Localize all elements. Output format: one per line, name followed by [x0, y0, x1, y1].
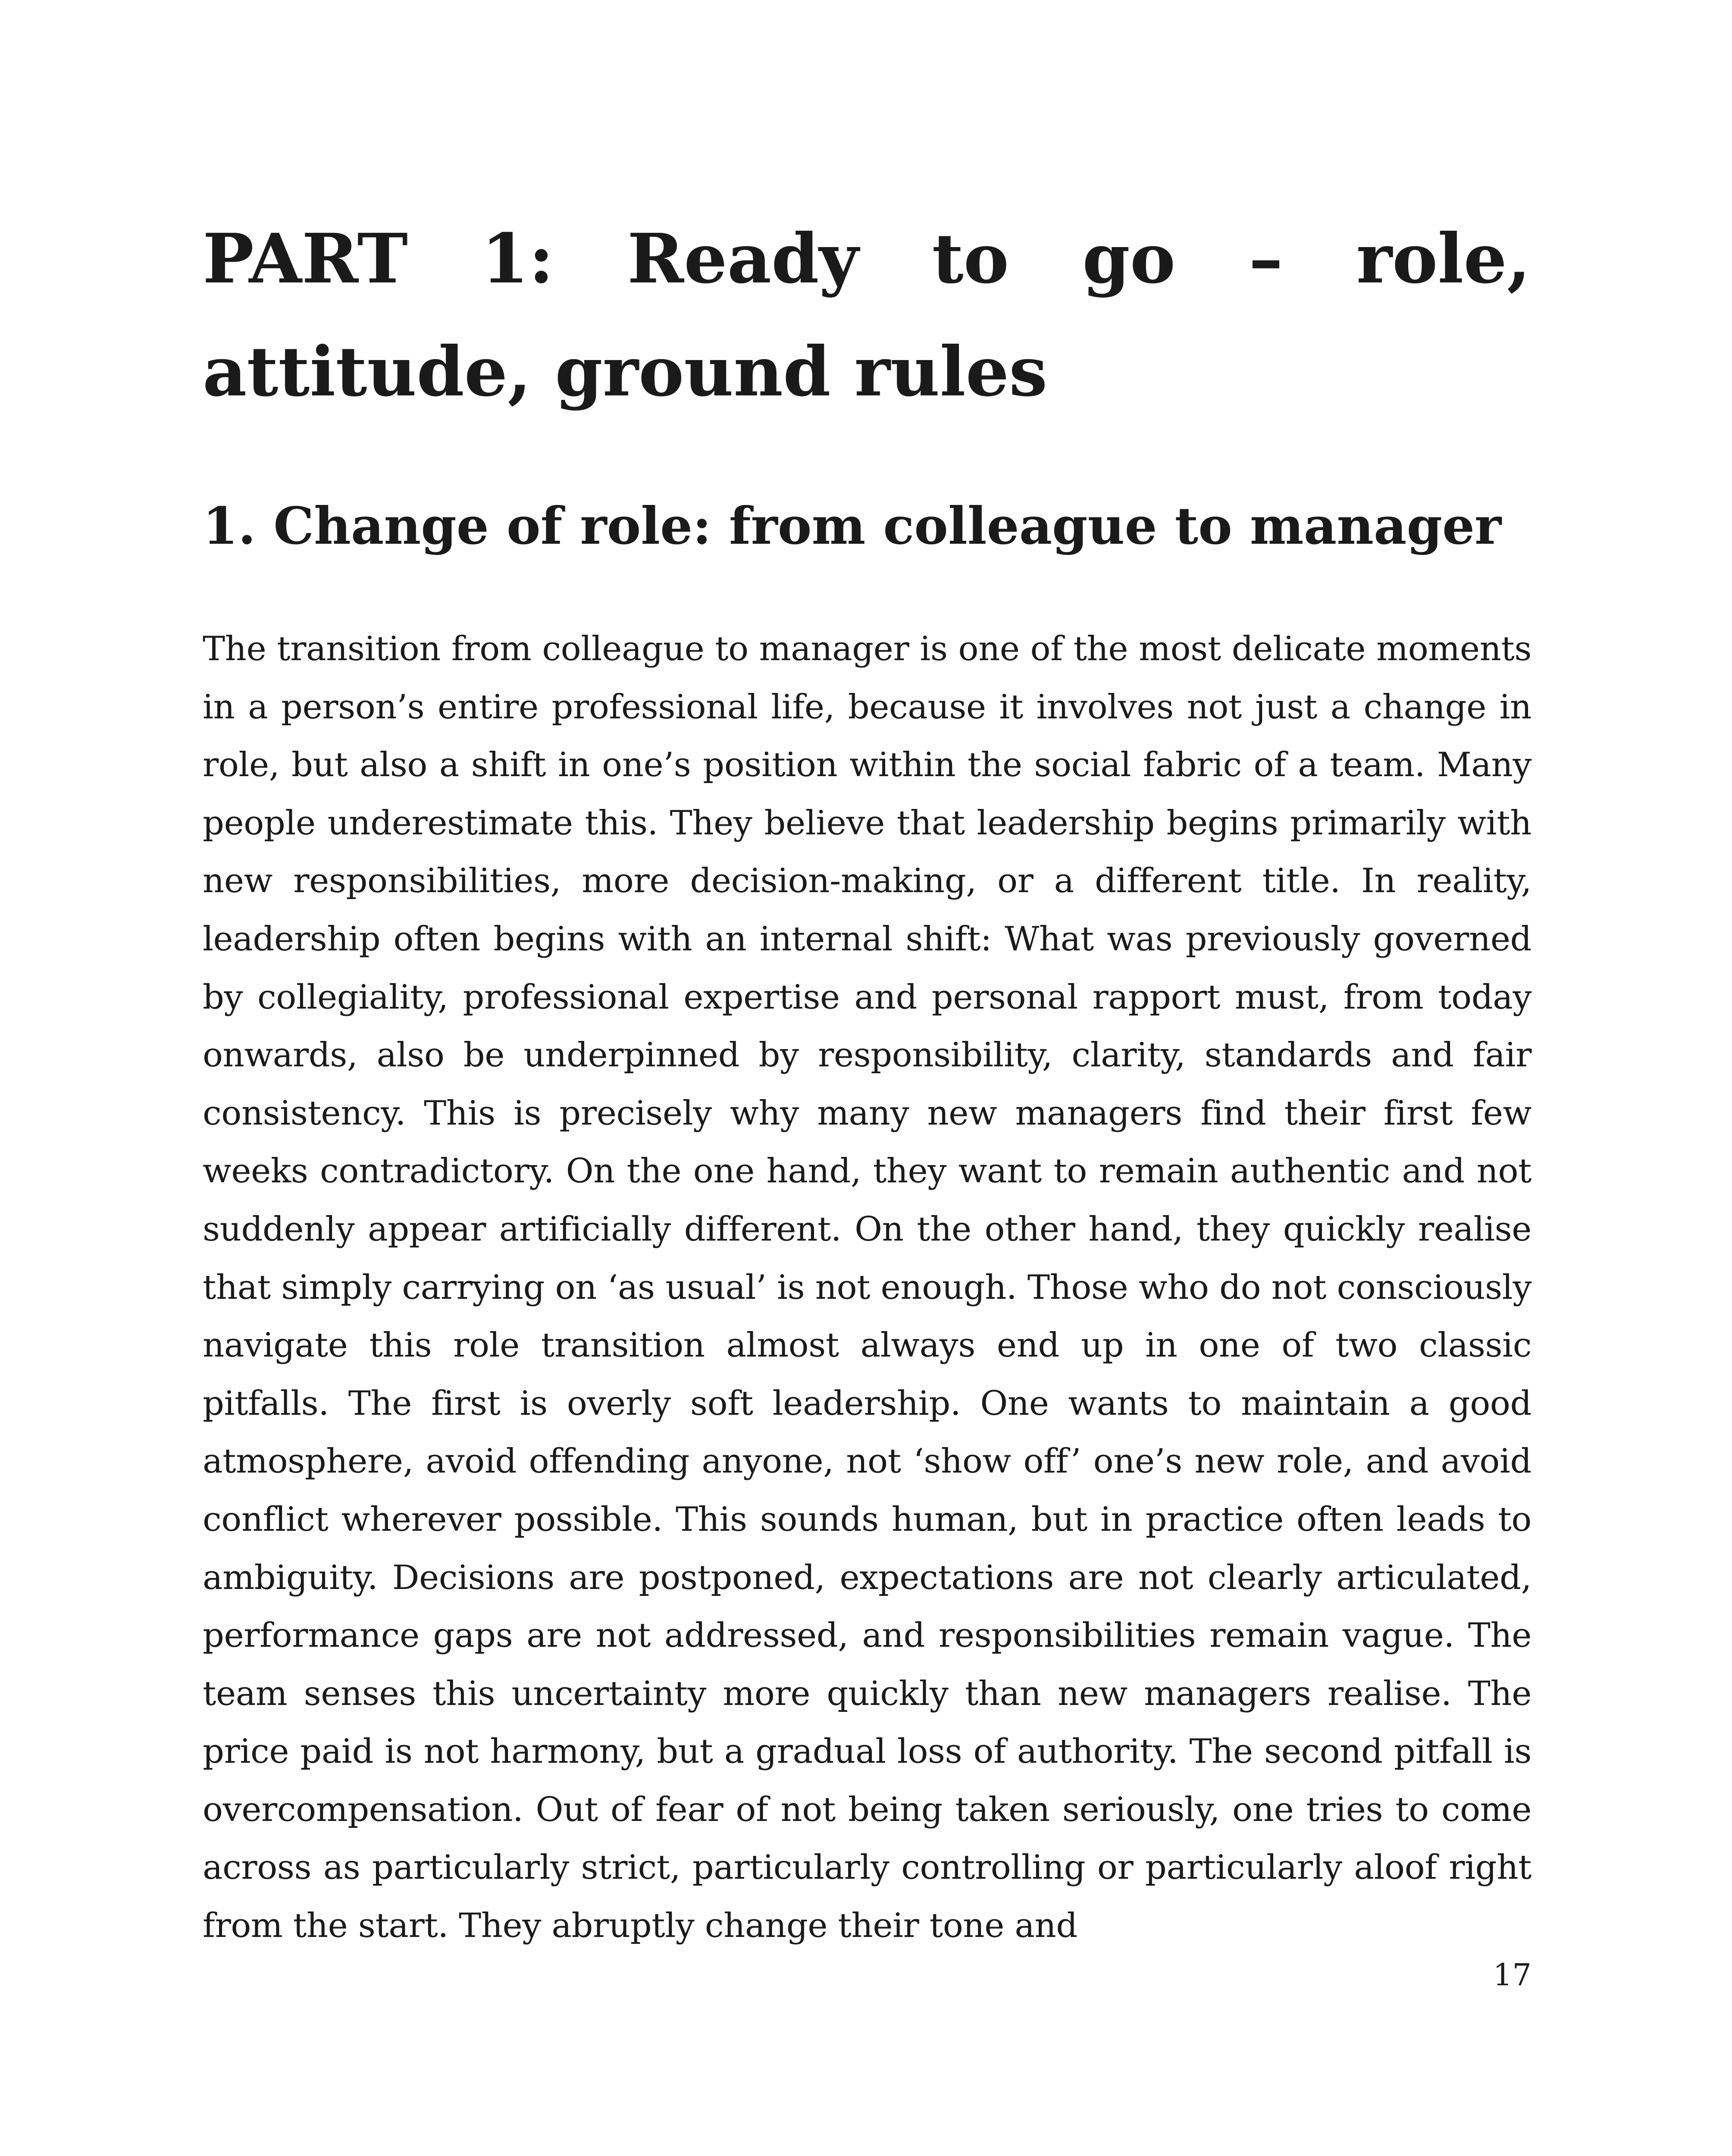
page-number: 17 — [1493, 1957, 1532, 1993]
chapter-heading: 1. Change of role: from colleague to manager — [203, 496, 1502, 556]
body-paragraph: The transition from colleague to manager is one of the most delicate moments in a person’s entire professional life, because it involves not just a change in role, but also a shift in one’s position within the social fabric of a team. Many people underestimate this. They believe that leadership begins primarily with new responsibilities, more decision-making, or a different title. In reality, leadership often begins with an internal shift: What was previously governed by collegiality, professional expertise and personal rapport must, from today onwards, also be underpinned by responsibility, clarity, standards and fair consistency. This is precisely why many new managers find their first few weeks contradictory. On the one hand, they want to remain authentic and not suddenly appear artificially different. On the other hand, they quickly realise that simply carrying on ‘as usual’ is not enough. Those who do not consciously navigate this role transition almost always end up in one of two classic pitfalls. The first is overly soft leadership. One wants to maintain a good atmosphere, avoid offending anyone, not ‘show off’ one’s new role, and avoid conflict wherever possible. This sounds human, but in practice often leads to ambiguity. Decisions are postponed, expectations are not clearly articulated, performance gaps are not addressed, and responsibilities remain vague. The team senses this uncertainty more quickly than new managers realise. The price paid is not harmony, but a gradual loss of authority. The second pitfall is overcompensation. Out of fear of not being taken seriously, one tries to come across as particularly strict, particularly controlling or particularly aloof right from the start. They abruptly change their tone and — [203, 630, 1532, 1946]
part-heading: PART 1: Ready to go – role, attitude, ground rules — [203, 219, 1531, 412]
